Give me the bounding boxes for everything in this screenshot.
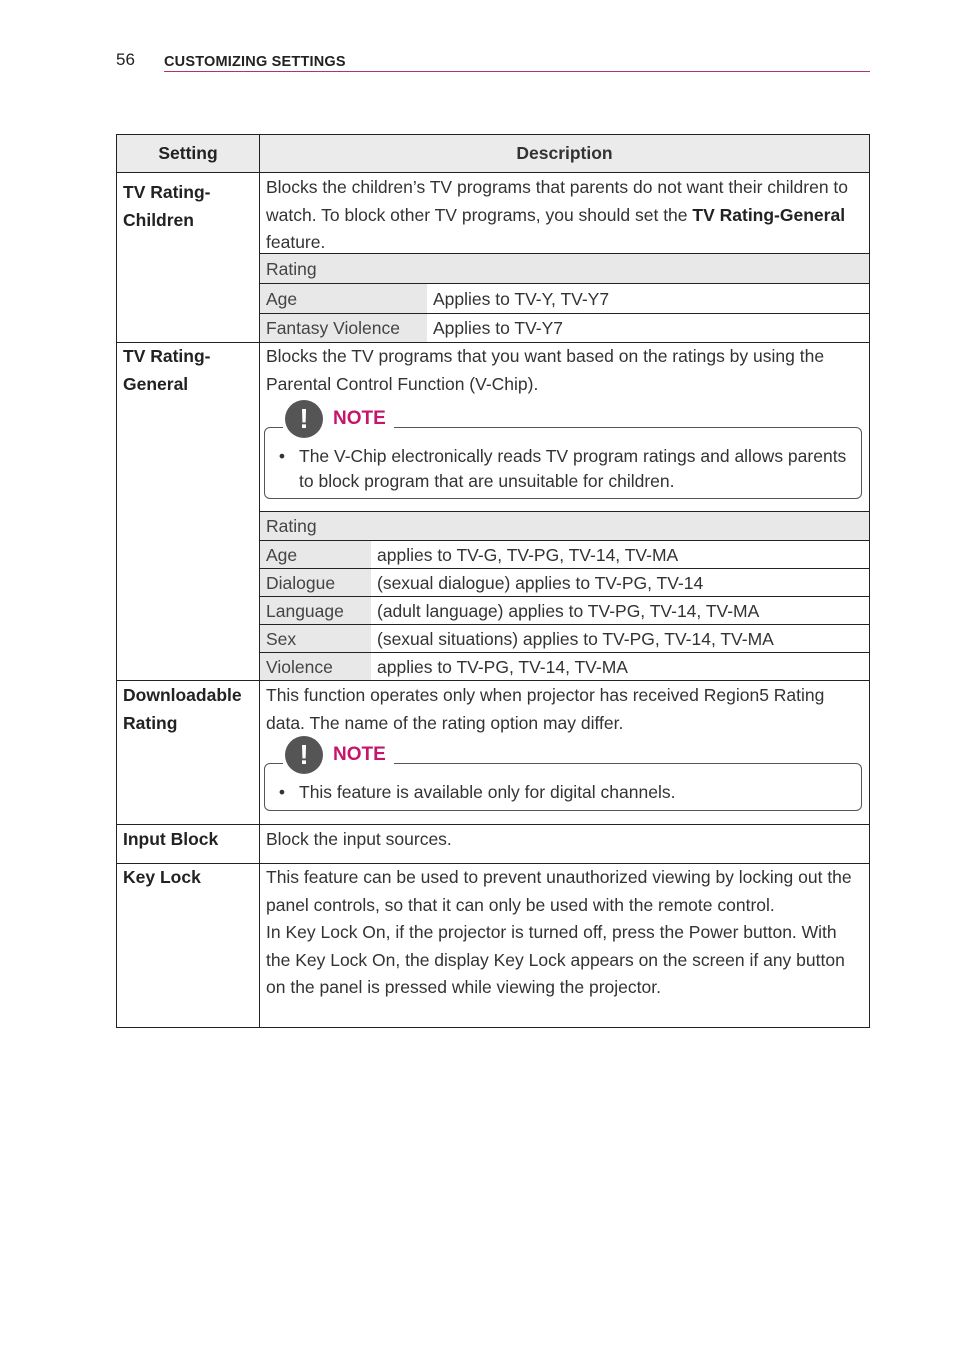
table-row-tv-rating-general xyxy=(117,342,869,680)
rating-row xyxy=(260,624,869,652)
rating-value: applies to TV-G, TV-PG, TV-14, TV-MA xyxy=(377,545,679,565)
description-cell xyxy=(260,825,869,863)
exclamation-icon: ! xyxy=(285,736,323,774)
note-text: This feature is available only for digital channels. xyxy=(299,782,676,802)
table-row-key-lock xyxy=(117,863,869,1027)
description-text xyxy=(260,864,869,1008)
rating-key: Age xyxy=(260,541,371,568)
note-label: NOTE xyxy=(333,744,386,766)
rating-value: (sexual situations) applies to TV-PG, TV-14, TV-MA xyxy=(377,629,774,649)
section-title: CUSTOMIZING SETTINGS xyxy=(164,54,346,70)
description-cell xyxy=(260,864,869,1027)
key-lock-paragraph-2: In Key Lock On, if the projector is turned off, press the Power button. With the Key Lock On, the display Key Lock appears on the screen if any button on the panel is pressed while viewing the projector. xyxy=(266,922,845,997)
header-rule xyxy=(164,71,870,72)
description-text: Blocks the TV programs that you want based on the ratings by using the Parental Control Function (V-Chip). xyxy=(266,346,825,394)
rating-value: Applies to TV-Y7 xyxy=(433,318,564,338)
exclamation-icon: ! xyxy=(285,400,323,438)
note-box xyxy=(264,739,862,811)
setting-name: TV Rating-Children xyxy=(117,173,260,342)
rating-value: applies to TV-PG, TV-14, TV-MA xyxy=(377,657,628,677)
rating-row xyxy=(260,313,869,342)
rating-key: Language xyxy=(260,597,371,624)
rating-key: Age xyxy=(260,284,427,313)
rating-key: Fantasy Violence xyxy=(260,314,427,342)
rating-key: Violence xyxy=(260,653,371,680)
key-lock-paragraph-1: This feature can be used to prevent unauthorized viewing by locking out the panel controls, so that it can only be used with the remote control. xyxy=(266,867,852,915)
rating-row xyxy=(260,652,869,680)
setting-name: Key Lock xyxy=(117,864,260,1027)
description-cell xyxy=(260,173,869,342)
note-text: The V-Chip electronically reads TV program ratings and allows parents to block program that are unsuitable for children. xyxy=(299,446,847,491)
header-description: Description xyxy=(260,135,869,172)
note-box xyxy=(264,403,862,499)
note-heading xyxy=(283,736,394,774)
rating-row xyxy=(260,540,869,568)
rating-subheader: Rating xyxy=(260,253,869,283)
table-row-input-block xyxy=(117,824,869,863)
page-number: 56 xyxy=(116,50,135,69)
table-row-downloadable-rating xyxy=(117,680,869,824)
rating-row xyxy=(260,596,869,624)
note-label: NOTE xyxy=(333,408,386,430)
description-cell xyxy=(260,343,869,680)
setting-name: TV Rating-General xyxy=(117,343,260,680)
description-text: This function operates only when projector has received Region5 Rating data. The name of the rating option may differ. xyxy=(266,685,825,733)
setting-name: Downloadable Rating xyxy=(117,681,260,824)
rating-row xyxy=(260,568,869,596)
rating-value: (adult language) applies to TV-PG, TV-14, TV-MA xyxy=(377,601,760,621)
table-header-row xyxy=(117,135,869,172)
rating-key: Sex xyxy=(260,625,371,652)
description-text: Block the input sources. xyxy=(266,829,452,849)
rating-value: Applies to TV-Y, TV-Y7 xyxy=(433,289,610,309)
settings-table xyxy=(116,134,870,1028)
rating-value: (sexual dialogue) applies to TV-PG, TV-14 xyxy=(377,573,704,593)
rating-row xyxy=(260,283,869,313)
bullet: • xyxy=(278,446,286,466)
bullet: • xyxy=(278,782,286,802)
header-setting: Setting xyxy=(117,135,260,172)
description-text: Blocks the children’s TV programs that parents do not want their children to watch. To block other TV programs, you should set the TV Rating-General feature. xyxy=(266,177,849,252)
rating-subheader: Rating xyxy=(260,511,869,540)
table-row-tv-rating-children xyxy=(117,172,869,342)
note-heading xyxy=(283,400,394,438)
rating-key: Dialogue xyxy=(260,569,371,596)
setting-name: Input Block xyxy=(117,825,260,863)
description-cell xyxy=(260,681,869,824)
